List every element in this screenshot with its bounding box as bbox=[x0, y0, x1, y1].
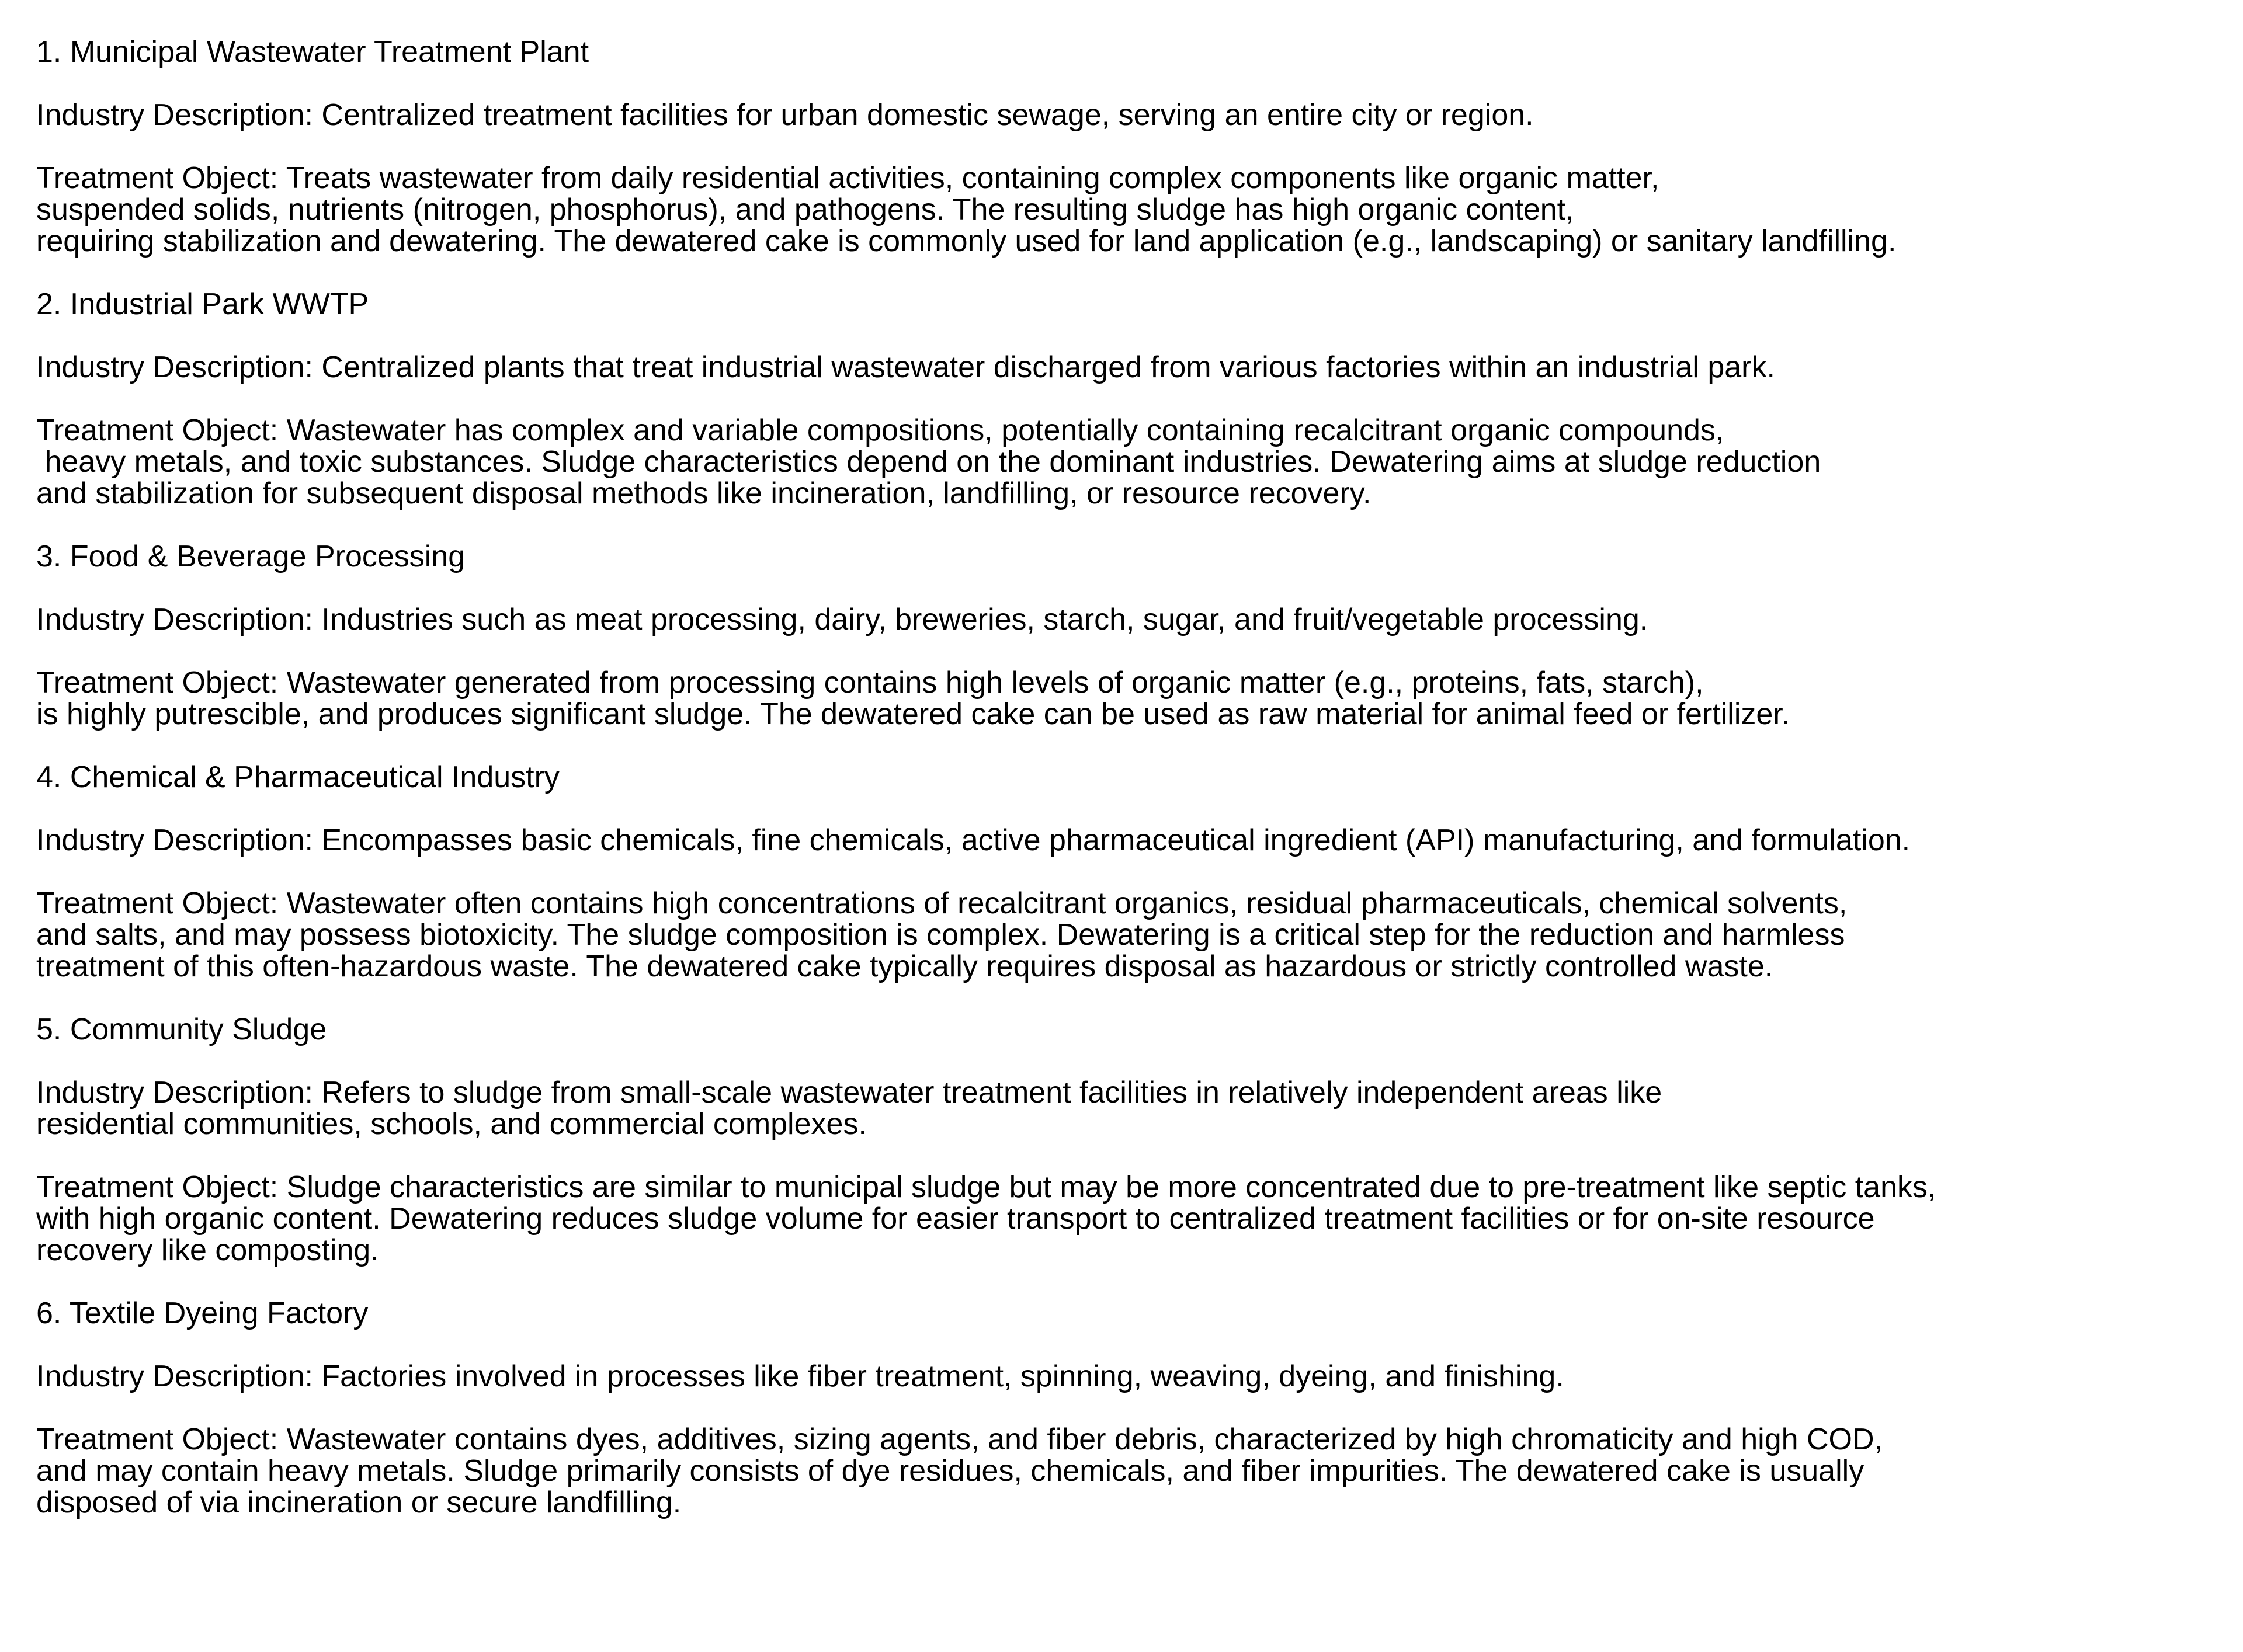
treatment-object bbox=[36, 667, 2221, 730]
treatment-object bbox=[36, 1171, 2221, 1266]
treatment-line: heavy metals, and toxic substances. Sludge characteristics depend on the dominant industries. Dewatering aims at sludge reduction bbox=[36, 445, 1821, 479]
treatment-line: suspended solids, nutrients (nitrogen, phosphorus), and pathogens. The resulting sludge has high organic content, bbox=[36, 193, 1574, 227]
description-line: Industry Description: Centralized plants that treat industrial wastewater discharged from various factories within an industrial park. bbox=[36, 350, 1775, 384]
section-heading: 6. Textile Dyeing Factory bbox=[36, 1296, 369, 1330]
treatment-object bbox=[36, 1424, 2221, 1518]
treatment-line: Treatment Object: Sludge characteristics are similar to municipal sludge but may be more concentrated due to pre-treatment like septic tanks, bbox=[36, 1170, 1936, 1204]
industry-description bbox=[36, 352, 2221, 383]
section-heading: 1. Municipal Wastewater Treatment Plant bbox=[36, 35, 589, 69]
treatment-object bbox=[36, 162, 2221, 257]
section-chemical-pharmaceutical bbox=[36, 761, 2221, 982]
industry-description bbox=[36, 1077, 2221, 1140]
treatment-line: Treatment Object: Wastewater often contains high concentrations of recalcitrant organics, residual pharmaceuticals, chemical solvents, bbox=[36, 886, 1848, 920]
industry-description bbox=[36, 604, 2221, 635]
treatment-line: Treatment Object: Wastewater has complex and variable compositions, potentially containing recalcitrant organic compounds, bbox=[36, 413, 1724, 447]
treatment-line: recovery like composting. bbox=[36, 1233, 379, 1267]
treatment-line: with high organic content. Dewatering reduces sludge volume for easier transport to centralized treatment facilities or for on-site resource bbox=[36, 1202, 1875, 1236]
treatment-line: and may contain heavy metals. Sludge primarily consists of dye residues, chemicals, and fiber impurities. The dewatered cake is usually bbox=[36, 1454, 1864, 1488]
industry-description bbox=[36, 1361, 2221, 1392]
section-heading: 2. Industrial Park WWTP bbox=[36, 287, 369, 321]
section-industrial-park bbox=[36, 288, 2221, 509]
treatment-line: treatment of this often-hazardous waste. The dewatered cake typically requires disposal as hazardous or strictly controlled waste. bbox=[36, 950, 1773, 983]
treatment-object bbox=[36, 415, 2221, 509]
section-community-sludge bbox=[36, 1014, 2221, 1266]
treatment-line: requiring stabilization and dewatering. The dewatered cake is commonly used for land application (e.g., landscaping) or sanitary landfilling. bbox=[36, 224, 1897, 258]
description-line: Industry Description: Refers to sludge from small-scale wastewater treatment facilities in relatively independent areas like bbox=[36, 1076, 1662, 1110]
section-textile-dyeing bbox=[36, 1298, 2221, 1518]
description-line: residential communities, schools, and commercial complexes. bbox=[36, 1107, 867, 1141]
treatment-line: Treatment Object: Wastewater contains dyes, additives, sizing agents, and fiber debris, characterized by high chromaticity and high COD, bbox=[36, 1423, 1883, 1456]
treatment-line: Treatment Object: Treats wastewater from daily residential activities, containing complex components like organic matter, bbox=[36, 161, 1659, 195]
treatment-object bbox=[36, 888, 2221, 982]
treatment-line: and salts, and may possess biotoxicity. The sludge composition is complex. Dewatering is a critical step for the reduction and harmless bbox=[36, 918, 1845, 952]
treatment-line: Treatment Object: Wastewater generated from processing contains high levels of organic matter (e.g., proteins, fats, starch), bbox=[36, 666, 1704, 700]
section-heading: 3. Food & Beverage Processing bbox=[36, 540, 466, 573]
treatment-line: disposed of via incineration or secure landfilling. bbox=[36, 1486, 682, 1519]
description-line: Industry Description: Factories involved in processes like fiber treatment, spinning, weaving, dyeing, and finishing. bbox=[36, 1359, 1564, 1393]
treatment-line: is highly putrescible, and produces significant sludge. The dewatered cake can be used as raw material for animal feed or fertilizer. bbox=[36, 697, 1790, 731]
industry-description bbox=[36, 99, 2221, 131]
industry-description bbox=[36, 825, 2221, 856]
treatment-line: and stabilization for subsequent disposal methods like incineration, landfilling, or resource recovery. bbox=[36, 477, 1372, 510]
description-line: Industry Description: Centralized treatment facilities for urban domestic sewage, serving an entire city or region. bbox=[36, 98, 1534, 132]
document-body bbox=[36, 36, 2221, 1550]
section-heading: 4. Chemical & Pharmaceutical Industry bbox=[36, 760, 560, 794]
description-line: Industry Description: Encompasses basic chemicals, fine chemicals, active pharmaceutical ingredient (API) manufacturing, and formulation. bbox=[36, 823, 1911, 857]
section-heading: 5. Community Sludge bbox=[36, 1013, 327, 1046]
section-food-beverage bbox=[36, 541, 2221, 730]
section-municipal bbox=[36, 36, 2221, 257]
description-line: Industry Description: Industries such as meat processing, dairy, breweries, starch, sugar, and fruit/vegetable processing. bbox=[36, 603, 1648, 637]
